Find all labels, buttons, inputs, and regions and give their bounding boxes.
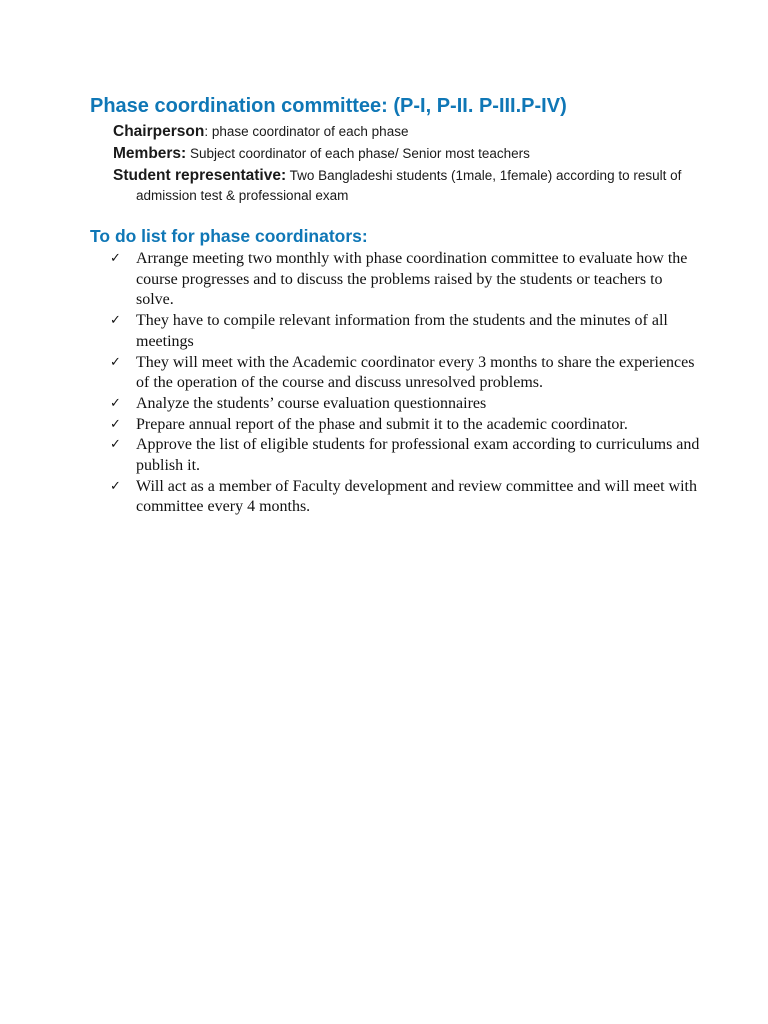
todo-item-text: They will meet with the Academic coordinator every 3 months to share the experiences of the operation of the course and discuss unresolved problems.	[136, 353, 695, 392]
student-rep-label: Student representative:	[113, 167, 287, 184]
check-icon: ✓	[110, 251, 121, 266]
student-rep-line	[113, 166, 693, 206]
check-icon: ✓	[110, 437, 121, 453]
student-rep-value: Two Bangladeshi students (1male, 1female) according to result of admission test & professional exam	[136, 168, 682, 203]
check-icon: ✓	[110, 354, 121, 370]
check-icon: ✓	[110, 416, 121, 432]
todo-item-text: They have to compile relevant information from the students and the minutes of all meetings	[136, 312, 668, 350]
todo-item	[110, 353, 700, 394]
todo-item	[110, 477, 700, 518]
todo-list	[110, 249, 700, 518]
members-label: Members:	[113, 145, 187, 162]
todo-item	[110, 394, 700, 415]
committee-details	[113, 122, 693, 206]
todo-item-text: Prepare annual report of the phase and submit it to the academic coordinator.	[136, 415, 628, 433]
todo-item	[110, 435, 700, 476]
todo-heading: To do list for phase coordinators:	[90, 226, 368, 246]
todo-item	[110, 415, 700, 436]
members-line	[113, 144, 693, 164]
todo-item-text: Analyze the students’ course evaluation questionnaires	[136, 394, 487, 412]
members-value: Subject coordinator of each phase/ Senior most teachers	[186, 146, 530, 161]
check-icon: ✓	[110, 313, 121, 329]
chairperson-line	[113, 122, 693, 142]
todo-item	[110, 249, 700, 311]
todo-item-text: Approve the list of eligible students for professional exam according to curriculums and publish it.	[136, 436, 700, 475]
todo-item	[110, 311, 700, 352]
chairperson-value: : phase coordinator of each phase	[204, 124, 409, 139]
todo-item-text: Will act as a member of Faculty development and review committee and will meet with committee every 4 months.	[136, 477, 697, 516]
chairperson-label: Chairperson	[113, 123, 205, 140]
check-icon: ✓	[110, 478, 121, 494]
check-icon: ✓	[110, 395, 121, 411]
committee-heading: Phase coordination committee: (P-I, P-II. P-III.P-IV)	[90, 95, 567, 117]
todo-item-text: Arrange meeting two monthly with phase coordination committee to evaluate how the course progresses and to discuss the problems raised by the students or teachers to solve.	[136, 250, 688, 309]
